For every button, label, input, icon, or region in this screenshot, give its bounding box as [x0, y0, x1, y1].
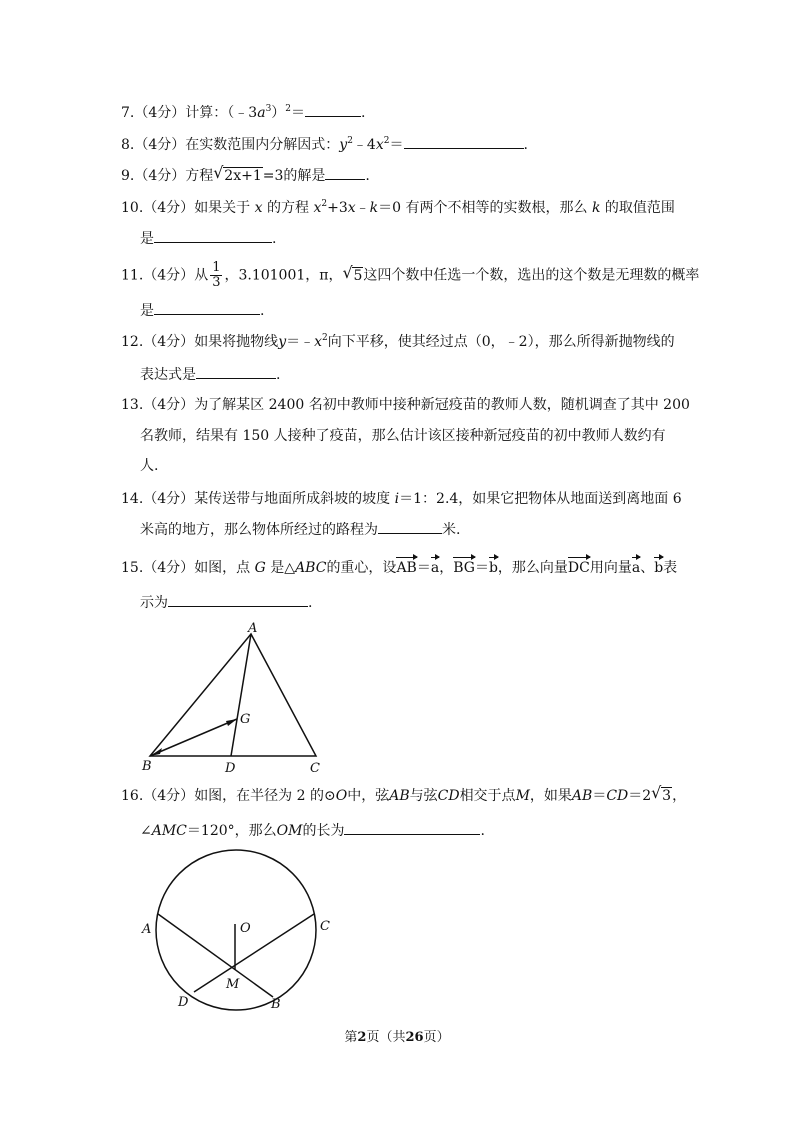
question-text: =3的解是 [262, 168, 326, 184]
question-text: ＝2 [628, 788, 652, 804]
label-b: B [271, 997, 281, 1012]
footer-text: 第 [344, 1030, 358, 1045]
square-root [343, 266, 363, 286]
question-text: 在实数范围内分解因式： [185, 137, 340, 153]
question-score: （4分） [143, 267, 195, 284]
math-var: ABC [295, 560, 327, 576]
question-text: 相交于点 [459, 788, 516, 804]
answer-blank[interactable] [305, 102, 361, 117]
fraction-denominator: 3 [212, 275, 221, 290]
footer-text: 页） [423, 1030, 450, 1045]
label-g: G [240, 712, 251, 727]
question-10-line-2 [140, 228, 276, 249]
question-13-line-3 [140, 456, 158, 476]
question-number: 8. [121, 137, 135, 153]
math-var: G [254, 560, 266, 576]
math-var: OM [276, 823, 303, 839]
vector-b: b [489, 556, 498, 578]
fraction-numerator: 1 [212, 260, 221, 275]
question-text: ，那么向量 [497, 560, 568, 576]
question-8 [121, 134, 528, 155]
math-var: y [278, 334, 287, 350]
question-score: （4分） [143, 397, 195, 413]
question-text: . [272, 231, 277, 247]
question-text: . [276, 367, 281, 383]
question-text: 用向量 [589, 560, 632, 576]
label-d: D [225, 761, 236, 776]
question-text: . [480, 823, 485, 839]
question-16-line-2 [140, 820, 485, 841]
question-text: 如果将抛物线 [194, 334, 279, 350]
question-text: 是 [140, 231, 154, 247]
exponent: 2 [321, 199, 328, 209]
question-13-line-2 [140, 426, 666, 446]
math-var: x [375, 137, 384, 153]
math-var: CD [606, 788, 629, 804]
question-text: 的取值范围 [604, 200, 675, 216]
math-var: O [335, 788, 348, 804]
label-c: C [310, 761, 320, 776]
question-text: . [260, 303, 265, 319]
question-text: 方程 [185, 168, 214, 184]
vector-BG: BG [453, 556, 475, 578]
triangle-figure [130, 622, 340, 778]
answer-blank[interactable] [196, 364, 276, 379]
answer-blank[interactable] [154, 228, 272, 243]
question-number: 12. [121, 334, 144, 350]
question-14 [121, 489, 682, 509]
question-15-line-2 [140, 592, 312, 613]
question-13 [121, 395, 690, 415]
label-a: A [248, 622, 258, 636]
question-score: （4分） [143, 491, 195, 507]
triangle-abc [150, 634, 316, 756]
question-score: （4分） [134, 168, 186, 184]
math-var: y [339, 137, 348, 153]
math-var: AB [571, 788, 593, 804]
math-var: k [591, 200, 601, 216]
math-var: x [314, 334, 323, 350]
answer-blank[interactable] [378, 519, 442, 534]
question-text: 是△ [270, 560, 296, 576]
label-b: B [142, 759, 152, 774]
question-text: . [523, 137, 528, 153]
question-text: 的长为 [302, 823, 345, 839]
question-12 [121, 332, 675, 352]
exponent: 2 [383, 136, 390, 146]
fraction [210, 261, 222, 290]
question-text: ﹣ [355, 200, 370, 216]
question-text: ， [439, 560, 454, 576]
question-text: ＝ [592, 788, 607, 804]
question-text: ＝120°，那么 [186, 823, 277, 839]
question-text: ＝1：2.4，如果它把物体从地面送到离地面 6 [399, 491, 682, 507]
question-15 [121, 556, 677, 578]
page-footer [0, 1026, 794, 1045]
label-c: C [320, 919, 330, 934]
square-root [214, 166, 262, 186]
question-9 [121, 165, 370, 186]
math-var: CD [437, 788, 460, 804]
question-text: 如图，在半径为 2 的⊙ [194, 788, 336, 804]
question-16 [121, 786, 686, 806]
label-a: A [142, 922, 152, 937]
question-text: 人. [140, 458, 159, 474]
question-text: ＝ [416, 560, 431, 576]
question-text: 这四个数中任选一个数，选出的这个数是无理数的概率 [363, 267, 700, 284]
question-text: 从 [194, 267, 209, 284]
question-number: 10. [121, 200, 144, 216]
question-text: ＝ [389, 137, 404, 153]
radicand: 2x+1 [224, 168, 262, 184]
question-text: +3 [327, 200, 348, 216]
question-text: ，如果 [529, 788, 572, 804]
question-12-line-2 [140, 364, 280, 385]
question-text: 、 [640, 560, 655, 576]
math-var: x [347, 200, 356, 216]
vector-bg-line [150, 719, 237, 756]
exponent: 2 [285, 104, 292, 114]
label-m: M [226, 977, 240, 992]
answer-blank[interactable] [344, 820, 480, 835]
vector-a: a [632, 556, 640, 578]
question-7 [121, 102, 365, 123]
math-var: M [515, 788, 530, 804]
question-text: ＝ [474, 560, 489, 576]
answer-blank[interactable] [168, 592, 308, 607]
question-number: 16. [121, 788, 144, 804]
question-text: 向下平移，使其经过点（0，﹣2），那么所得新抛物线的 [327, 334, 675, 350]
question-score: （4分） [134, 105, 186, 121]
question-text: 示为 [140, 595, 168, 611]
question-text: . [361, 105, 366, 121]
question-11-line-2 [140, 300, 264, 321]
question-text: ，3.101001，π， [224, 267, 343, 284]
question-number: 7. [121, 105, 135, 121]
question-14-line-2 [140, 519, 460, 540]
radicand: 5 [353, 267, 363, 284]
question-text: 与弦 [409, 788, 438, 804]
label-o: O [240, 921, 251, 936]
math-var: x [254, 200, 263, 216]
question-text: 是 [140, 303, 154, 319]
question-score: （4分） [143, 334, 195, 350]
question-10 [121, 198, 675, 218]
answer-blank[interactable] [404, 134, 524, 149]
question-number: 11. [121, 267, 144, 284]
math-var: i [394, 491, 400, 507]
question-11 [121, 261, 699, 290]
question-score: （4分） [143, 788, 195, 804]
math-var: AB [389, 788, 410, 804]
math-var: a [257, 105, 266, 121]
vector-b: b [654, 556, 663, 578]
question-text: 的方程 [267, 200, 309, 216]
question-text: ＝ [291, 105, 306, 121]
math-var: k [369, 200, 379, 216]
question-text: ＝0 有两个不相等的实数根，那么 [378, 200, 588, 216]
median-ad [231, 634, 251, 756]
question-text: 计算：（﹣3 [185, 105, 258, 121]
question-text: ＝﹣ [286, 334, 315, 350]
footer-text: 页（共 [366, 1030, 406, 1045]
math-var: x [313, 200, 322, 216]
question-text: . [308, 595, 313, 611]
question-number: 13. [121, 397, 144, 413]
question-text: 如图，点 [194, 560, 251, 576]
question-number: 15. [121, 560, 144, 576]
vector-a: a [431, 556, 439, 578]
exponent: 2 [322, 333, 328, 343]
exponent: 3 [265, 104, 272, 114]
label-d: D [178, 995, 189, 1010]
vector-DC: DC [568, 556, 590, 578]
question-number: 9. [121, 168, 135, 184]
question-text: 中，弦 [347, 788, 390, 804]
question-text: 为了解某区 2400 名初中教师中接种新冠疫苗的教师人数，随机调查了其中 200 [194, 397, 690, 413]
answer-blank[interactable] [325, 165, 365, 180]
chord-ab [158, 914, 273, 997]
question-score: （4分） [143, 560, 195, 576]
question-text: 米高的地方，那么物体所经过的路程为 [140, 522, 378, 538]
question-text: ﹣4 [352, 137, 376, 153]
vector-AB: AB [396, 556, 416, 578]
question-number: 14. [121, 491, 144, 507]
question-text: 的重心，设 [326, 560, 397, 576]
question-text: 名教师，结果有 150 人接种了疫苗，那么估计该区接种新冠疫苗的初中教师人数约有 [140, 428, 666, 444]
question-text: 某传送带与地面所成斜坡的坡度 [194, 491, 391, 507]
math-var: AMC [151, 823, 187, 839]
question-text: 表 [663, 560, 678, 576]
radicand: 3 [662, 788, 672, 804]
question-score: （4分） [143, 200, 195, 216]
page-number: 2 [357, 1030, 367, 1045]
exponent: 2 [347, 136, 353, 146]
question-text: 米. [442, 522, 461, 538]
question-text: 如果关于 [194, 200, 251, 216]
question-text: . [365, 168, 370, 184]
total-pages: 26 [405, 1030, 424, 1045]
circle-figure [136, 842, 356, 1018]
question-text: ） [271, 105, 286, 121]
question-text: ∠ [140, 823, 152, 839]
answer-blank[interactable] [154, 300, 260, 315]
question-score: （4分） [134, 137, 186, 153]
question-text: 表达式是 [140, 367, 196, 383]
question-text: ， [672, 788, 687, 804]
square-root [652, 786, 672, 806]
